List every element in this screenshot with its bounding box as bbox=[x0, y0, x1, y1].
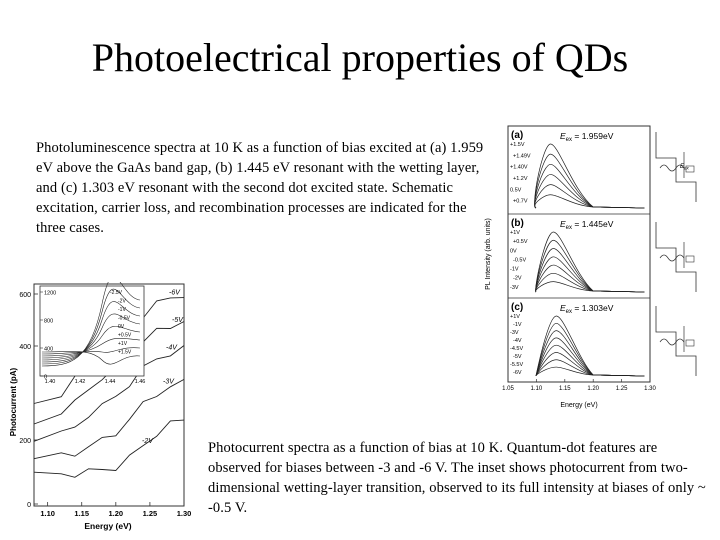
series-label: -2V bbox=[142, 438, 153, 446]
inset-series-label: +1V bbox=[118, 341, 128, 347]
pl-series-label: -3V bbox=[510, 284, 519, 291]
x-axis-label: Energy (eV) bbox=[84, 521, 132, 531]
series-label: -3V bbox=[163, 378, 174, 386]
photocurrent-figure bbox=[8, 282, 208, 532]
pl-series-label: -1V bbox=[510, 266, 519, 273]
x-tick-label: 1.30 bbox=[176, 509, 192, 518]
pl-caption: Photoluminescence spectra at 10 K as a function of bias excited at (a) 1.959 eV above the GaAs band gap, (b) 1.445 eV resonant with the wetting layer, and (c) 1.303 eV resonant with the second dot excited state. Schematic excitation, carrier loss, and recombination processes are indicated for the three cases. bbox=[36, 140, 484, 236]
pl-chart bbox=[480, 122, 712, 412]
pl-series-label: +1V bbox=[510, 314, 520, 320]
slide-title: Photoelectrical properties of QDs bbox=[91, 35, 629, 80]
inset-series-label: +0.5V bbox=[118, 332, 132, 339]
inset-series-label: -2V bbox=[118, 298, 126, 305]
inset-y-tick-label: 0 bbox=[44, 374, 48, 381]
pl-series-label: +0.7V bbox=[513, 198, 528, 205]
inset-series-label: 0V bbox=[118, 324, 125, 330]
pl-series-label: -6V bbox=[513, 370, 522, 376]
photon-wave bbox=[660, 255, 684, 261]
x-tick-label: 1.20 bbox=[108, 509, 124, 518]
y-tick-label: 600 bbox=[19, 292, 31, 299]
inset-chart bbox=[40, 282, 145, 385]
dot-level bbox=[686, 340, 694, 346]
pl-y-axis-label: PL Intensity (arb. units) bbox=[485, 218, 492, 290]
y-tick-label: 0 bbox=[27, 502, 31, 509]
band-edge bbox=[656, 222, 696, 292]
pl-series-label: 0.5V bbox=[510, 187, 522, 194]
pl-x-tick-label: 1.25 bbox=[615, 386, 628, 392]
inset-frame bbox=[40, 286, 144, 376]
y-tick-label: 200 bbox=[19, 438, 31, 445]
x-tick-label: 1.10 bbox=[40, 509, 55, 518]
excitation-energy: $E_{ex} = 1.303eV$ bbox=[560, 303, 614, 315]
band-edge bbox=[656, 306, 696, 376]
pc-caption: Photocurrent spectra as a function of bias at 10 K. Quantum-dot features are observed for biases between -3 and -6 V. The inset shows photocurrent from two-dimensional wetting-layer transition, observed to its full intensity at biases of only ~ -0.5 V. bbox=[208, 440, 706, 516]
pl-series-label: -0.5V bbox=[513, 257, 527, 264]
inset-x-tick-label: 1.42 bbox=[74, 379, 86, 385]
inset-x-tick-label: 1.40 bbox=[44, 379, 56, 385]
panel-label: (a) bbox=[511, 130, 524, 141]
pl-series-label: +1.40V bbox=[510, 164, 528, 171]
pl-series-label: +1.5V bbox=[510, 142, 525, 148]
pl-series-label: 0V bbox=[510, 248, 517, 255]
y-tick-label: 400 bbox=[19, 344, 31, 351]
series-label: -6V bbox=[169, 289, 180, 297]
inset-series-label: +1.5V bbox=[118, 349, 132, 356]
inset-y-tick-label: 1200 bbox=[44, 290, 57, 297]
x-tick-label: 1.25 bbox=[142, 509, 158, 518]
inset-x-tick-label: 1.44 bbox=[104, 379, 116, 385]
inset-y-tick-label: 800 bbox=[44, 318, 54, 325]
pl-series-label: +1.2V bbox=[513, 176, 528, 182]
dot-level bbox=[686, 256, 694, 262]
pl-series-label: +1.49V bbox=[513, 153, 531, 160]
panel-label: (c) bbox=[511, 302, 524, 313]
pl-x-tick-label: 1.30 bbox=[644, 386, 656, 392]
pl-series-label: -3V bbox=[510, 330, 519, 336]
photocurrent-chart bbox=[8, 282, 208, 532]
pl-plot-frame bbox=[508, 126, 650, 382]
y-axis-label: Photocurrent (pA) bbox=[9, 367, 18, 437]
series-label: -4V bbox=[166, 344, 177, 352]
pl-series-label: -1V bbox=[513, 322, 522, 328]
panel-label: (b) bbox=[511, 218, 524, 229]
pl-x-tick-label: 1.20 bbox=[587, 386, 600, 392]
pl-series-label: -5V bbox=[513, 354, 522, 360]
series-label: -5V bbox=[172, 316, 183, 324]
band-schematics bbox=[656, 132, 696, 376]
pl-series-label: -2V bbox=[513, 275, 522, 282]
pl-x-tick-label: 1.05 bbox=[502, 386, 514, 392]
pl-series-label: -4.5V bbox=[510, 346, 524, 352]
pl-x-tick-label: 1.15 bbox=[558, 386, 571, 392]
pl-series-label: +1V bbox=[510, 230, 520, 236]
inset-x-tick-label: 1.46 bbox=[134, 379, 146, 385]
inset-series-label: -1V bbox=[118, 307, 126, 313]
band-edge bbox=[656, 132, 696, 202]
photon-wave bbox=[660, 339, 684, 345]
pl-figure bbox=[480, 122, 712, 412]
excitation-energy: $E_{ex} = 1.959eV$ bbox=[560, 131, 614, 143]
pl-series-label: +0.5V bbox=[513, 239, 528, 246]
x-tick-label: 1.15 bbox=[74, 509, 90, 518]
inset-y-tick-label: 400 bbox=[44, 346, 54, 353]
pl-series-label: -4V bbox=[513, 338, 522, 344]
pl-x-tick-label: 1.10 bbox=[530, 386, 543, 392]
pl-x-axis-label: Energy (eV) bbox=[560, 402, 598, 409]
pl-series-label: -5.5V bbox=[510, 362, 524, 368]
inset-series-label: -2.5V bbox=[110, 290, 122, 296]
excitation-energy: $E_{ex} = 1.445eV$ bbox=[560, 219, 614, 231]
schematic-excitation-label: $E_{ex}$ bbox=[680, 164, 689, 171]
inset-series-label: -0.5V bbox=[118, 315, 130, 322]
